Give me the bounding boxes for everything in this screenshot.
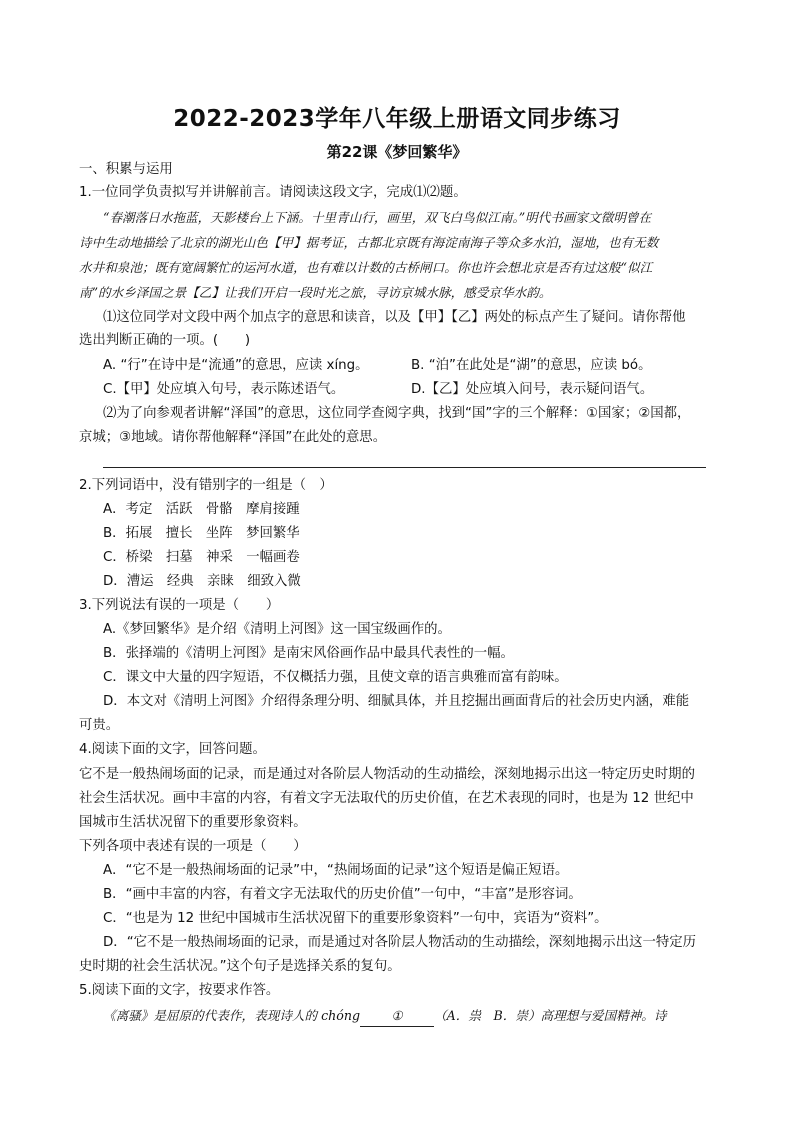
answer-line [103,467,706,468]
question-5-stem: 5.阅读下面的文字，按要求作答。 [79,983,280,998]
q4-passage-line-1: 它不是一般热闹场面的记录，而是通过对各阶层人物活动的生动描绘，深刻地揭示出这一特定历史时期的 [79,767,695,782]
option-3c: C．课文中大量的四字短语，不仅概括力强，且使文章的语言典雅而富有韵味。 [103,670,568,685]
passage-line-3: 水井和泉池；既有宽阔繁忙的运河水道，也有难以计数的古桥闸口。你也许会想北京是否有过这般“似江 [79,260,653,275]
q5-passage-line-1 [103,1006,666,1027]
q4-passage-line-3: 国城市生活状况留下的重要形象资料。 [79,815,307,830]
passage-line-2: 诗中生动地描绘了北京的湖光山色【甲】据考证，古都北京既有海淀南海子等众多水泊，湿地，也有无数 [79,235,659,250]
section-heading: 一、积累与运用 [79,162,173,177]
option-1c: C.【甲】处应填入句号，表示陈述语气。 [103,382,345,397]
option-2b: B．拓展 擅长 坐阵 梦回繁华 [103,526,300,541]
option-4a: A．“它不是一般热闹场面的记录”中，“热闹场面的记录”这个短语是偏正短语。 [103,863,569,878]
option-1a: A. “行”在诗中是“流通”的意思，应读 xíng。 [103,358,369,373]
passage-line-4: 南”的水乡泽国之景【乙】让我们开启一段时光之旅，寻访京城水脉，感受京华水韵。 [79,285,552,300]
lesson-subtitle: 第22课《梦回繁华》 [326,143,468,161]
option-3b: B．张择端的《清明上河图》是南宋风俗画作品中最具代表性的一幅。 [103,646,514,661]
q4-passage-line-2: 社会生活状况。画中丰富的内容，有着文字无法取代的历史价值，在艺术表现的同时，也是为 12 世纪中 [79,791,694,806]
page-title: 2022-2023学年八年级上册语文同步练习 [173,106,621,132]
question-1-2-stem-cont: 京城；③地域。请你帮他解释“泽国”在此处的意思。 [79,430,387,445]
question-4-stem: 4.阅读下面的文字，回答问题。 [79,742,266,757]
question-2-stem: 2.下列词语中，没有错别字的一组是（ ） [79,478,333,493]
option-4d: D．“它不是一般热闹场面的记录，而是通过对各阶层人物活动的生动描绘，深刻地揭示出这一特定历 [103,935,697,950]
option-1d: D.【乙】处应填入问号，表示疑问语气。 [411,382,654,397]
option-3d: D．本文对《清明上河图》介绍得条理分明、细腻具体，并且挖掘出画面背后的社会历史内涵，难能 [103,694,690,709]
question-1-stem: 1.一位同学负责拟写并讲解前言。请阅读这段文字，完成⑴⑵题。 [79,185,467,200]
option-2d: D．漕运 经典 亲睐 细致入微 [103,574,301,589]
q5-text-before: 《离骚》是屈原的代表作，表现诗人的 chóng [103,1008,361,1023]
question-3-stem: 3.下列说法有误的一项是（ ） [79,598,280,613]
fill-blank-1[interactable]: ① [360,1006,434,1027]
option-2c: C．桥梁 扫墓 神采 一幅画卷 [103,550,300,565]
option-4c: C．“也是为 12 世纪中国城市生活状况留下的重要形象资料”一句中，宾语为“资料”。 [103,911,608,926]
option-3a: A.《梦回繁华》是介绍《清明上河图》这一国宝级画作的。 [103,622,451,637]
option-4d-cont: 史时期的社会生活状况。”这个句子是选择关系的复句。 [79,959,401,974]
option-1b: B. “泊”在此处是“湖”的意思，应读 bó。 [411,358,652,373]
option-2a: A．考定 活跃 骨骼 摩肩接踵 [103,502,300,517]
question-1-1-stem: ⑴这位同学对文段中两个加点字的意思和读音，以及【甲】【乙】两处的标点产生了疑问。请你帮他 [103,310,686,325]
q5-text-after: （A．祟 B．崇）高理想与爱国精神。诗 [434,1008,667,1023]
passage-line-1: “春潮落日水拖蓝，天影楼台上下涵。十里青山行，画里，双飞白鸟似江南。”明代书画家文徵明曾在 [103,210,652,225]
question-1-2-stem: ⑵为了向参观者讲解“泽国”的意思，这位同学查阅字典，找到“国”字的三个解释：①国家；②国都， [103,406,691,421]
question-1-1-stem-cont: 选出判断正确的一项。( ) [79,333,251,348]
question-4-prompt: 下列各项中表述有误的一项是（ ） [79,839,307,854]
option-4b: B．“画中丰富的内容，有着文字无法取代的历史价值”一句中，“丰富”是形容词。 [103,887,582,902]
option-3d-cont: 可贵。 [79,718,120,733]
